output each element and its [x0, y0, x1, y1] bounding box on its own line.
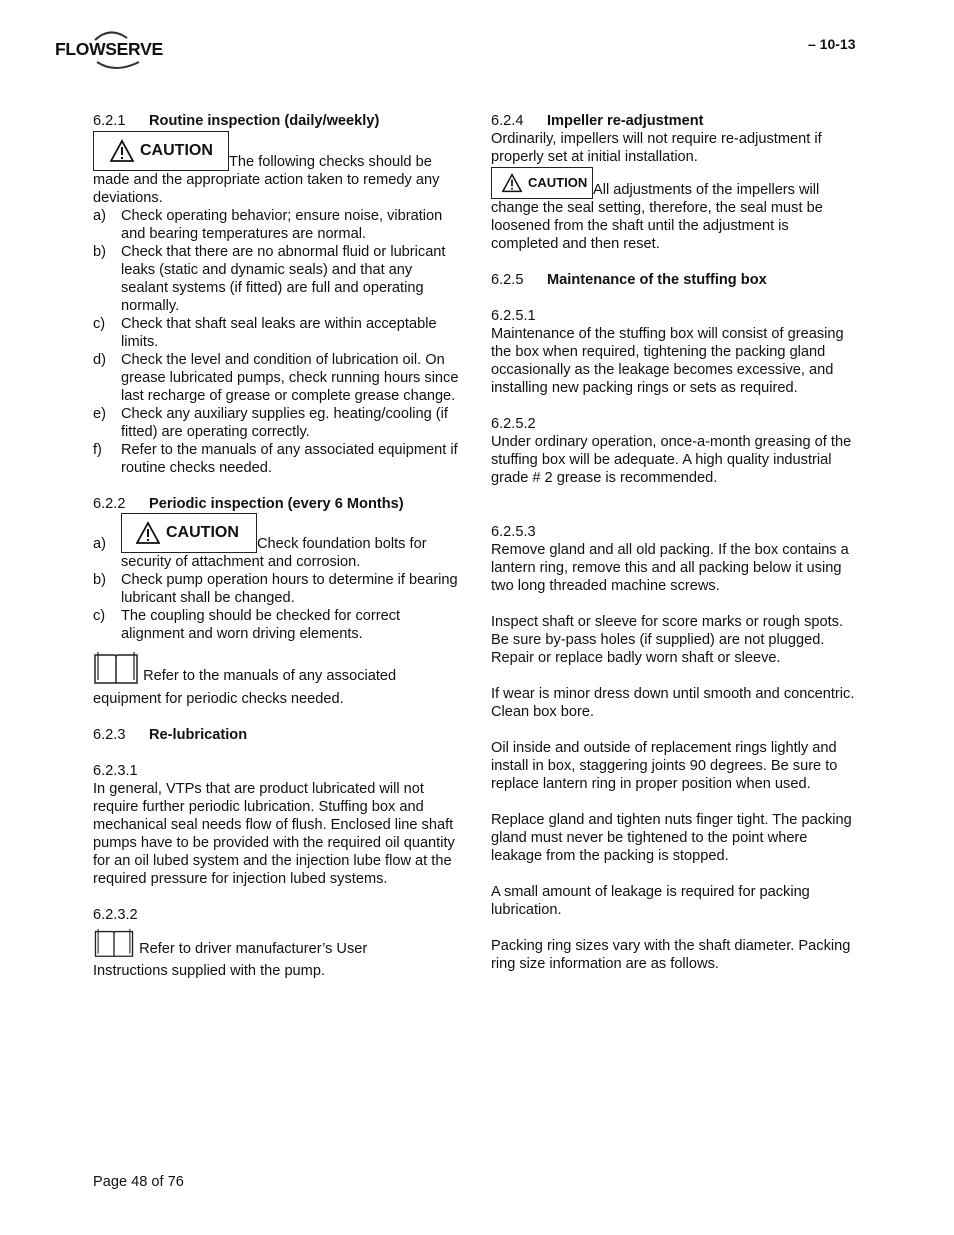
caution-paragraph — [491, 167, 859, 199]
note-text-tail: Refer to the manuals of any associated — [143, 668, 397, 684]
paragraph: made and the appropriate action taken to remedy any deviations. — [93, 172, 440, 206]
list-letter: c) — [93, 608, 106, 624]
list-letter: c) — [93, 316, 106, 332]
paragraph: In general, VTPs that are product lubricated will not require further periodic lubrication. Stuffing box and mechanical seal needs flow of flush. Enclosed line shaft pumps have to be provided with the required oil quantity for an oil lubed system and the injection lube flow at the required pressure for injection lubed systems. — [93, 781, 455, 887]
section-number: 6.2.1 — [93, 113, 126, 129]
list-text: Check any auxiliary supplies eg. heating/cooling (if fitted) are operating correctly. — [121, 406, 448, 440]
section-heading — [93, 726, 461, 744]
subsection-number: 6.2.3.2 — [93, 907, 138, 923]
caution-box — [121, 513, 257, 553]
list-item — [93, 405, 461, 441]
caution-label: CAUTION — [528, 175, 588, 190]
caution-text-tail: All adjustments of the impellers will — [593, 182, 820, 198]
caution-text-tail: Check foundation bolts for — [257, 536, 427, 552]
paragraph: Remove gland and all old packing. If the box contains a lantern ring, remove this and all packing below it using two long threaded machine screws. — [491, 542, 849, 594]
paragraph: Packing ring sizes vary with the shaft diameter. Packing ring size information are as follows. — [491, 938, 851, 972]
note-text-tail: Refer to driver manufacturer’s User — [139, 941, 368, 957]
paragraph: change the seal setting, therefore, the seal must be loosened from the shaft until the adjustment is completed and then reset. — [491, 200, 823, 252]
manual-book-icon — [93, 928, 135, 958]
list-letter: b) — [93, 244, 106, 260]
paragraph: Instructions supplied with the pump. — [93, 963, 326, 979]
note-paragraph — [93, 651, 461, 685]
section-title: Maintenance of the stuffing box — [547, 272, 767, 288]
note-paragraph — [93, 928, 461, 958]
list-letter: b) — [93, 572, 106, 588]
paragraph: Replace gland and tighten nuts finger tight. The packing gland must never be tightened to the point where leakage from the packing is stopped. — [491, 812, 852, 864]
logo-text: FLOWSERVE — [55, 39, 163, 59]
warning-icon — [502, 173, 522, 193]
checklist — [93, 513, 461, 643]
list-item — [93, 315, 461, 351]
list-text: Refer to the manuals of any associated equipment if routine checks needed. — [121, 442, 458, 476]
list-letter: d) — [93, 352, 106, 368]
section-title: Impeller re-adjustment — [547, 113, 704, 129]
paragraph: Maintenance of the stuffing box will consist of greasing the box when required, tightening the packing gland occasionally as the leakage becomes excessive, and installing new packing rings or sets as required. — [491, 326, 844, 396]
subsection-number: 6.2.5.3 — [491, 524, 536, 540]
list-item — [93, 351, 461, 405]
warning-icon — [110, 139, 134, 163]
section-number: 6.2.2 — [93, 496, 126, 512]
section-heading — [93, 495, 461, 513]
section-number: 6.2.3 — [93, 727, 126, 743]
list-item — [93, 243, 461, 315]
section-heading — [491, 112, 859, 130]
caution-label: CAUTION — [140, 142, 213, 159]
section-number: 6.2.5 — [491, 272, 524, 288]
list-item — [93, 513, 461, 553]
document-code: – 10-13 — [808, 36, 856, 52]
list-text: Check the level and condition of lubrication oil. On grease lubricated pumps, check running hours since last recharge of grease or complete grease change. — [121, 352, 459, 404]
manual-book-icon — [93, 651, 139, 685]
list-letter: a) — [93, 208, 106, 224]
paragraph: Ordinarily, impellers will not require re-adjustment if properly set at initial installation. — [491, 131, 822, 165]
flowserve-logo — [55, 28, 165, 74]
logo-swoosh-icon — [55, 28, 165, 74]
section-title: Periodic inspection (every 6 Months) — [149, 496, 404, 512]
subsection-number: 6.2.5.1 — [491, 308, 536, 324]
paragraph: equipment for periodic checks needed. — [93, 691, 344, 707]
checklist — [93, 207, 461, 477]
list-letter: f) — [93, 442, 102, 458]
caution-box — [93, 131, 229, 171]
section-number: 6.2.4 — [491, 113, 524, 129]
list-item — [93, 607, 461, 643]
list-text — [121, 513, 461, 553]
paragraph: Under ordinary operation, once-a-month greasing of the stuffing box will be adequate. A high quality industrial grade # 2 grease is recommended. — [491, 434, 852, 486]
list-letter: a) — [93, 536, 106, 552]
list-text: The coupling should be checked for correct alignment and worn driving elements. — [121, 608, 401, 642]
list-letter: e) — [93, 406, 106, 422]
list-item — [93, 571, 461, 607]
list-text: security of attachment and corrosion. — [121, 554, 361, 570]
paragraph: If wear is minor dress down until smooth and concentric. Clean box bore. — [491, 686, 855, 720]
caution-text-tail: The following checks should be — [229, 154, 432, 170]
list-item — [93, 553, 461, 571]
paragraph: Inspect shaft or sleeve for score marks or rough spots. Be sure by-pass holes (if supplied) are not plugged. Repair or replace badly worn shaft or sleeve. — [491, 614, 844, 666]
list-text: Check pump operation hours to determine if bearing lubricant shall be changed. — [121, 572, 458, 606]
section-title: Routine inspection (daily/weekly) — [149, 113, 380, 129]
caution-paragraph — [93, 131, 461, 171]
paragraph: A small amount of leakage is required for packing lubrication. — [491, 884, 810, 918]
left-column — [93, 112, 461, 980]
subsection-number: 6.2.3.1 — [93, 763, 138, 779]
section-heading — [491, 271, 859, 289]
right-column — [491, 112, 859, 973]
list-item — [93, 207, 461, 243]
subsection-number: 6.2.5.2 — [491, 416, 536, 432]
section-title: Re-lubrication — [149, 727, 248, 743]
paragraph: Oil inside and outside of replacement rings lightly and install in box, staggering joints 90 degrees. Be sure to replace lantern ring in proper position when used. — [491, 740, 838, 792]
caution-label: CAUTION — [166, 524, 239, 541]
list-text: Check that there are no abnormal fluid or lubricant leaks (static and dynamic seals) and that any sealant systems (if fitted) are full and operating normally. — [121, 244, 446, 314]
warning-icon — [136, 521, 160, 545]
caution-box — [491, 167, 593, 199]
section-heading — [93, 112, 461, 130]
list-item — [93, 441, 461, 477]
page-number: Page 48 of 76 — [93, 1174, 184, 1190]
list-text: Check that shaft seal leaks are within acceptable limits. — [121, 316, 437, 350]
list-text: Check operating behavior; ensure noise, vibration and bearing temperatures are normal. — [121, 208, 443, 242]
